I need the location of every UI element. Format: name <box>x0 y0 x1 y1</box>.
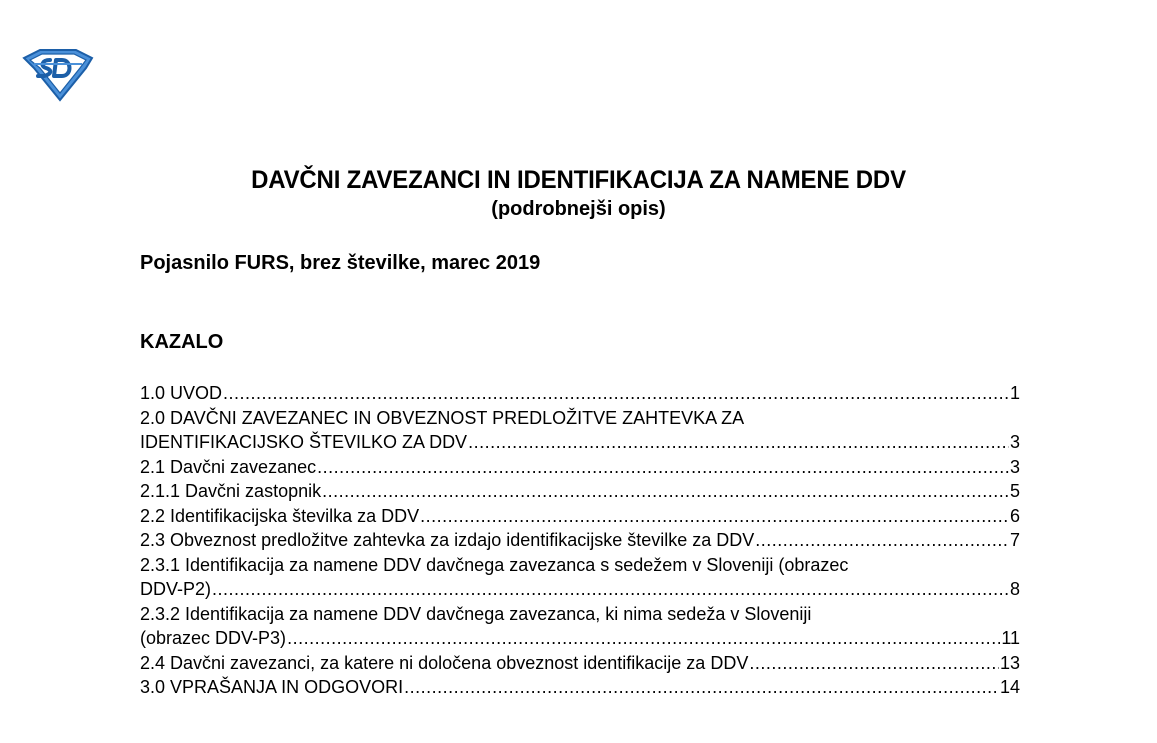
toc-entry-text: IDENTIFIKACIJSKO ŠTEVILKO ZA DDV <box>140 432 468 452</box>
toc-leader <box>223 381 1009 406</box>
document-subtitle: (podrobnejši opis) <box>491 198 666 220</box>
toc-entry-page: 14 <box>999 677 1020 697</box>
toc-entry-davcni-zavezanec-obveznost[interactable] <box>140 406 1020 455</box>
toc-entry-text: 2.1 Davčni zavezanec <box>140 456 317 477</box>
toc-entry-page: 5 <box>1009 481 1020 501</box>
toc-entry-text: DDV-P2) <box>140 579 212 599</box>
toc-leader <box>404 675 999 700</box>
toc-entry-text: 2.0 DAVČNI ZAVEZANEC IN OBVEZNOST PREDLOŽITVE ZAHTEVKA ZA <box>140 407 745 428</box>
toc-leader <box>420 504 1009 529</box>
toc-leader <box>749 651 999 676</box>
toc-entry-text: (obrazec DDV-P3) <box>140 628 287 648</box>
toc-leader <box>468 430 1009 455</box>
toc-entry-uvod[interactable] <box>140 381 1020 406</box>
toc-entry-page: 6 <box>1009 505 1020 526</box>
toc-entry-brez-obveznosti[interactable] <box>140 651 1020 676</box>
toc-entry-text: 2.2 Identifikacijska številka za DDV <box>140 505 420 526</box>
sd-logo-icon <box>20 46 96 104</box>
toc-entry-text: 2.1.1 Davčni zastopnik <box>140 481 322 501</box>
table-of-contents <box>140 381 1020 700</box>
toc-entry-text: 3.0 VPRAŠANJA IN ODGOVORI <box>140 677 404 697</box>
toc-entry-page: 8 <box>1009 579 1020 599</box>
toc-entry-page: 3 <box>1009 432 1020 452</box>
toc-entry-text: 2.3.2 Identifikacija za namene DDV davčnega zavezanca, ki nima sedeža v Sloveniji <box>140 603 812 624</box>
toc-entry-text: 2.3.1 Identifikacija za namene DDV davčnega zavezanca s sedežem v Sloveniji (obrazec <box>140 554 849 575</box>
toc-entry-davcni-zavezanec[interactable] <box>140 455 1020 480</box>
toc-heading: KAZALO <box>140 331 224 353</box>
toc-entry-davcni-zastopnik[interactable] <box>140 479 1020 504</box>
toc-leader <box>212 577 1009 602</box>
document-source: Pojasnilo FURS, brez številke, marec 2019 <box>140 252 541 274</box>
toc-entry-vprasanja-odgovori[interactable] <box>140 675 1020 700</box>
toc-leader <box>755 528 1009 553</box>
toc-leader <box>317 455 1009 480</box>
toc-entry-page: 1 <box>1009 383 1020 403</box>
toc-entry-page: 11 <box>1001 628 1020 648</box>
toc-entry-ddv-p2[interactable] <box>140 553 1020 602</box>
toc-entry-text: 2.4 Davčni zavezanci, za katere ni določena obveznost identifikacije za DDV <box>140 652 749 673</box>
toc-entry-text: 2.3 Obveznost predložitve zahtevka za izdajo identifikacijske številke za DDV <box>140 530 755 550</box>
toc-leader <box>322 479 1009 504</box>
toc-entry-ddv-p3[interactable] <box>140 602 1020 651</box>
toc-entry-page: 13 <box>999 652 1020 673</box>
toc-entry-page: 7 <box>1009 530 1020 550</box>
toc-leader <box>287 626 1000 651</box>
document-title: DAVČNI ZAVEZANCI IN IDENTIFIKACIJA ZA NAMENE DDV <box>251 166 906 194</box>
toc-entry-page: 3 <box>1009 456 1020 477</box>
toc-entry-text: 1.0 UVOD <box>140 383 223 403</box>
toc-entry-identifikacijska-stevilka[interactable] <box>140 504 1020 529</box>
toc-entry-obveznost-predlozitve[interactable] <box>140 528 1020 553</box>
